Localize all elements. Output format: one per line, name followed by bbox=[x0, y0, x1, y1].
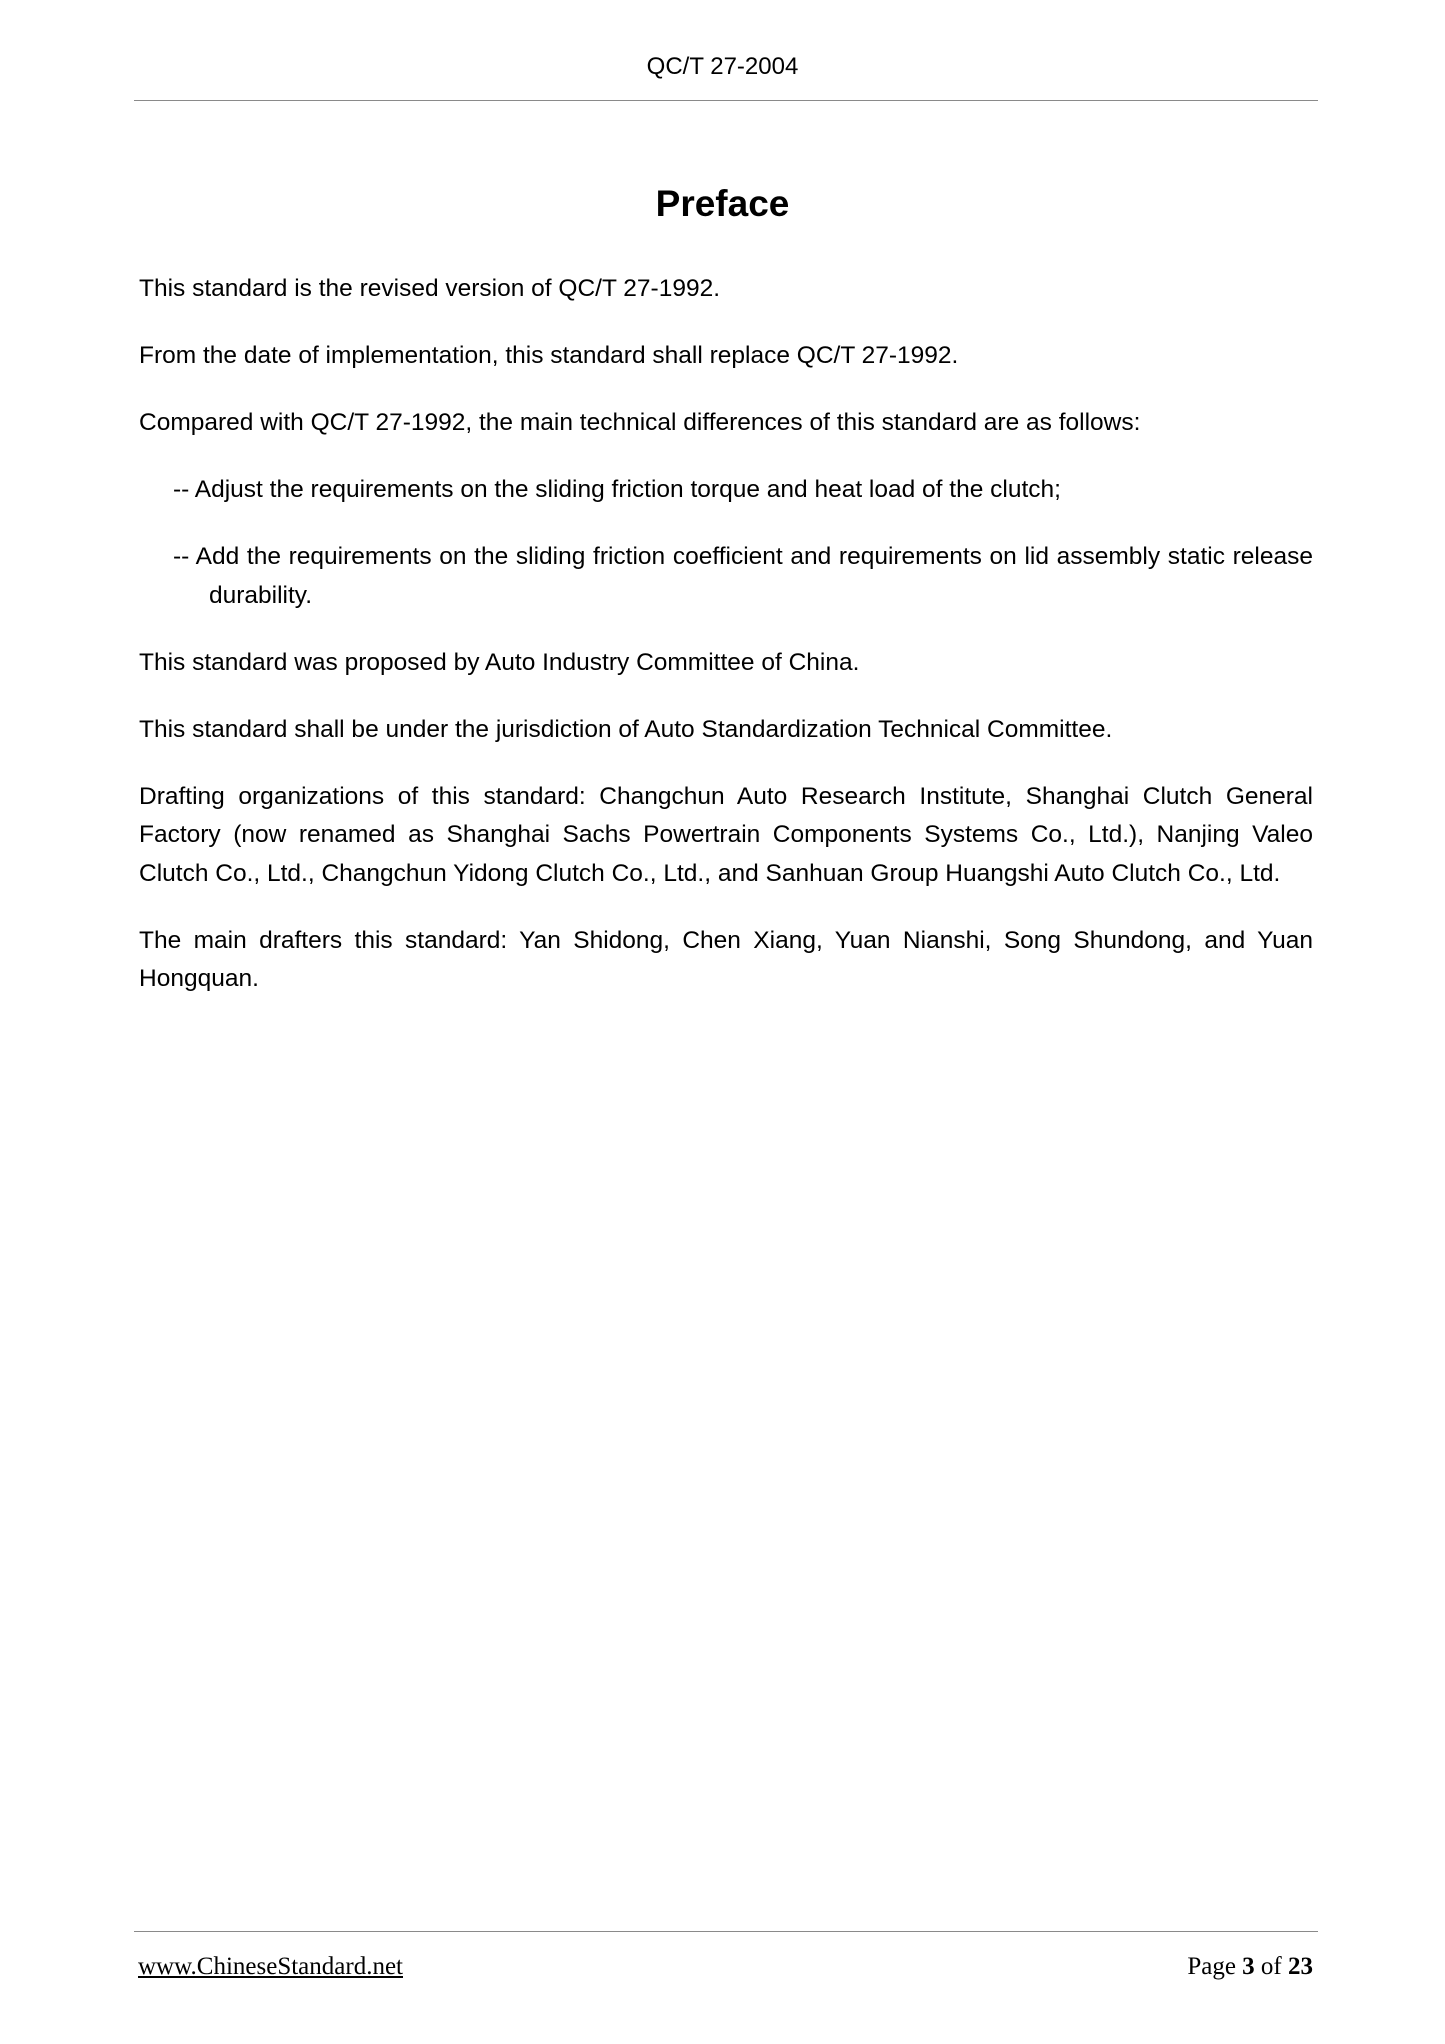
header-divider bbox=[134, 100, 1318, 101]
page-number bbox=[1187, 1951, 1313, 1983]
total-pages-number: 23 bbox=[1288, 1953, 1313, 1980]
paragraph-main-drafters: The main drafters this standard: Yan Shidong, Chen Xiang, Yuan Nianshi, Song Shundong, and Yuan Hongquan. bbox=[139, 926, 1313, 992]
paragraph-proposed-by: This standard was proposed by Auto Industry Committee of China. bbox=[139, 648, 860, 676]
footer-divider bbox=[134, 1931, 1318, 1932]
header-document-code: QC/T 27-2004 bbox=[646, 53, 799, 80]
bullet-adjust-requirements: -- Adjust the requirements on the sliding friction torque and heat load of the clutch; bbox=[173, 476, 1061, 503]
paragraph-jurisdiction: This standard shall be under the jurisdiction of Auto Standardization Technical Committee. bbox=[139, 715, 1113, 743]
paragraph-differences-intro: Compared with QC/T 27-1992, the main technical differences of this standard are as follows: bbox=[139, 409, 1141, 436]
paragraph-revision: This standard is the revised version of QC/T 27-1992. bbox=[139, 275, 721, 302]
of-word: of bbox=[1260, 1953, 1282, 1980]
page-title: Preface bbox=[655, 183, 790, 224]
current-page-number: 3 bbox=[1242, 1953, 1255, 1980]
bullet-add-requirements: -- Add the requirements on the sliding friction coefficient and requirements on lid assembly static release durability. bbox=[173, 543, 1313, 609]
paragraph-drafting-organizations: Drafting organizations of this standard: Changchun Auto Research Institute, Shanghai Clutch General Factory (now renamed as Shanghai Sachs Powertrain Components Systems Co., Ltd.), Nanjing Valeo Clutch Co., Ltd., Changchun Yidong Clutch Co., Ltd., and Sanhuan Group Huangshi Auto Clutch Co., Ltd. bbox=[139, 782, 1313, 887]
website-link[interactable]: www.ChineseStandard.net bbox=[138, 1953, 403, 1980]
page-word: Page bbox=[1187, 1953, 1236, 1980]
preface-body bbox=[139, 270, 1313, 1027]
paragraph-replacement: From the date of implementation, this standard shall replace QC/T 27-1992. bbox=[139, 342, 959, 369]
